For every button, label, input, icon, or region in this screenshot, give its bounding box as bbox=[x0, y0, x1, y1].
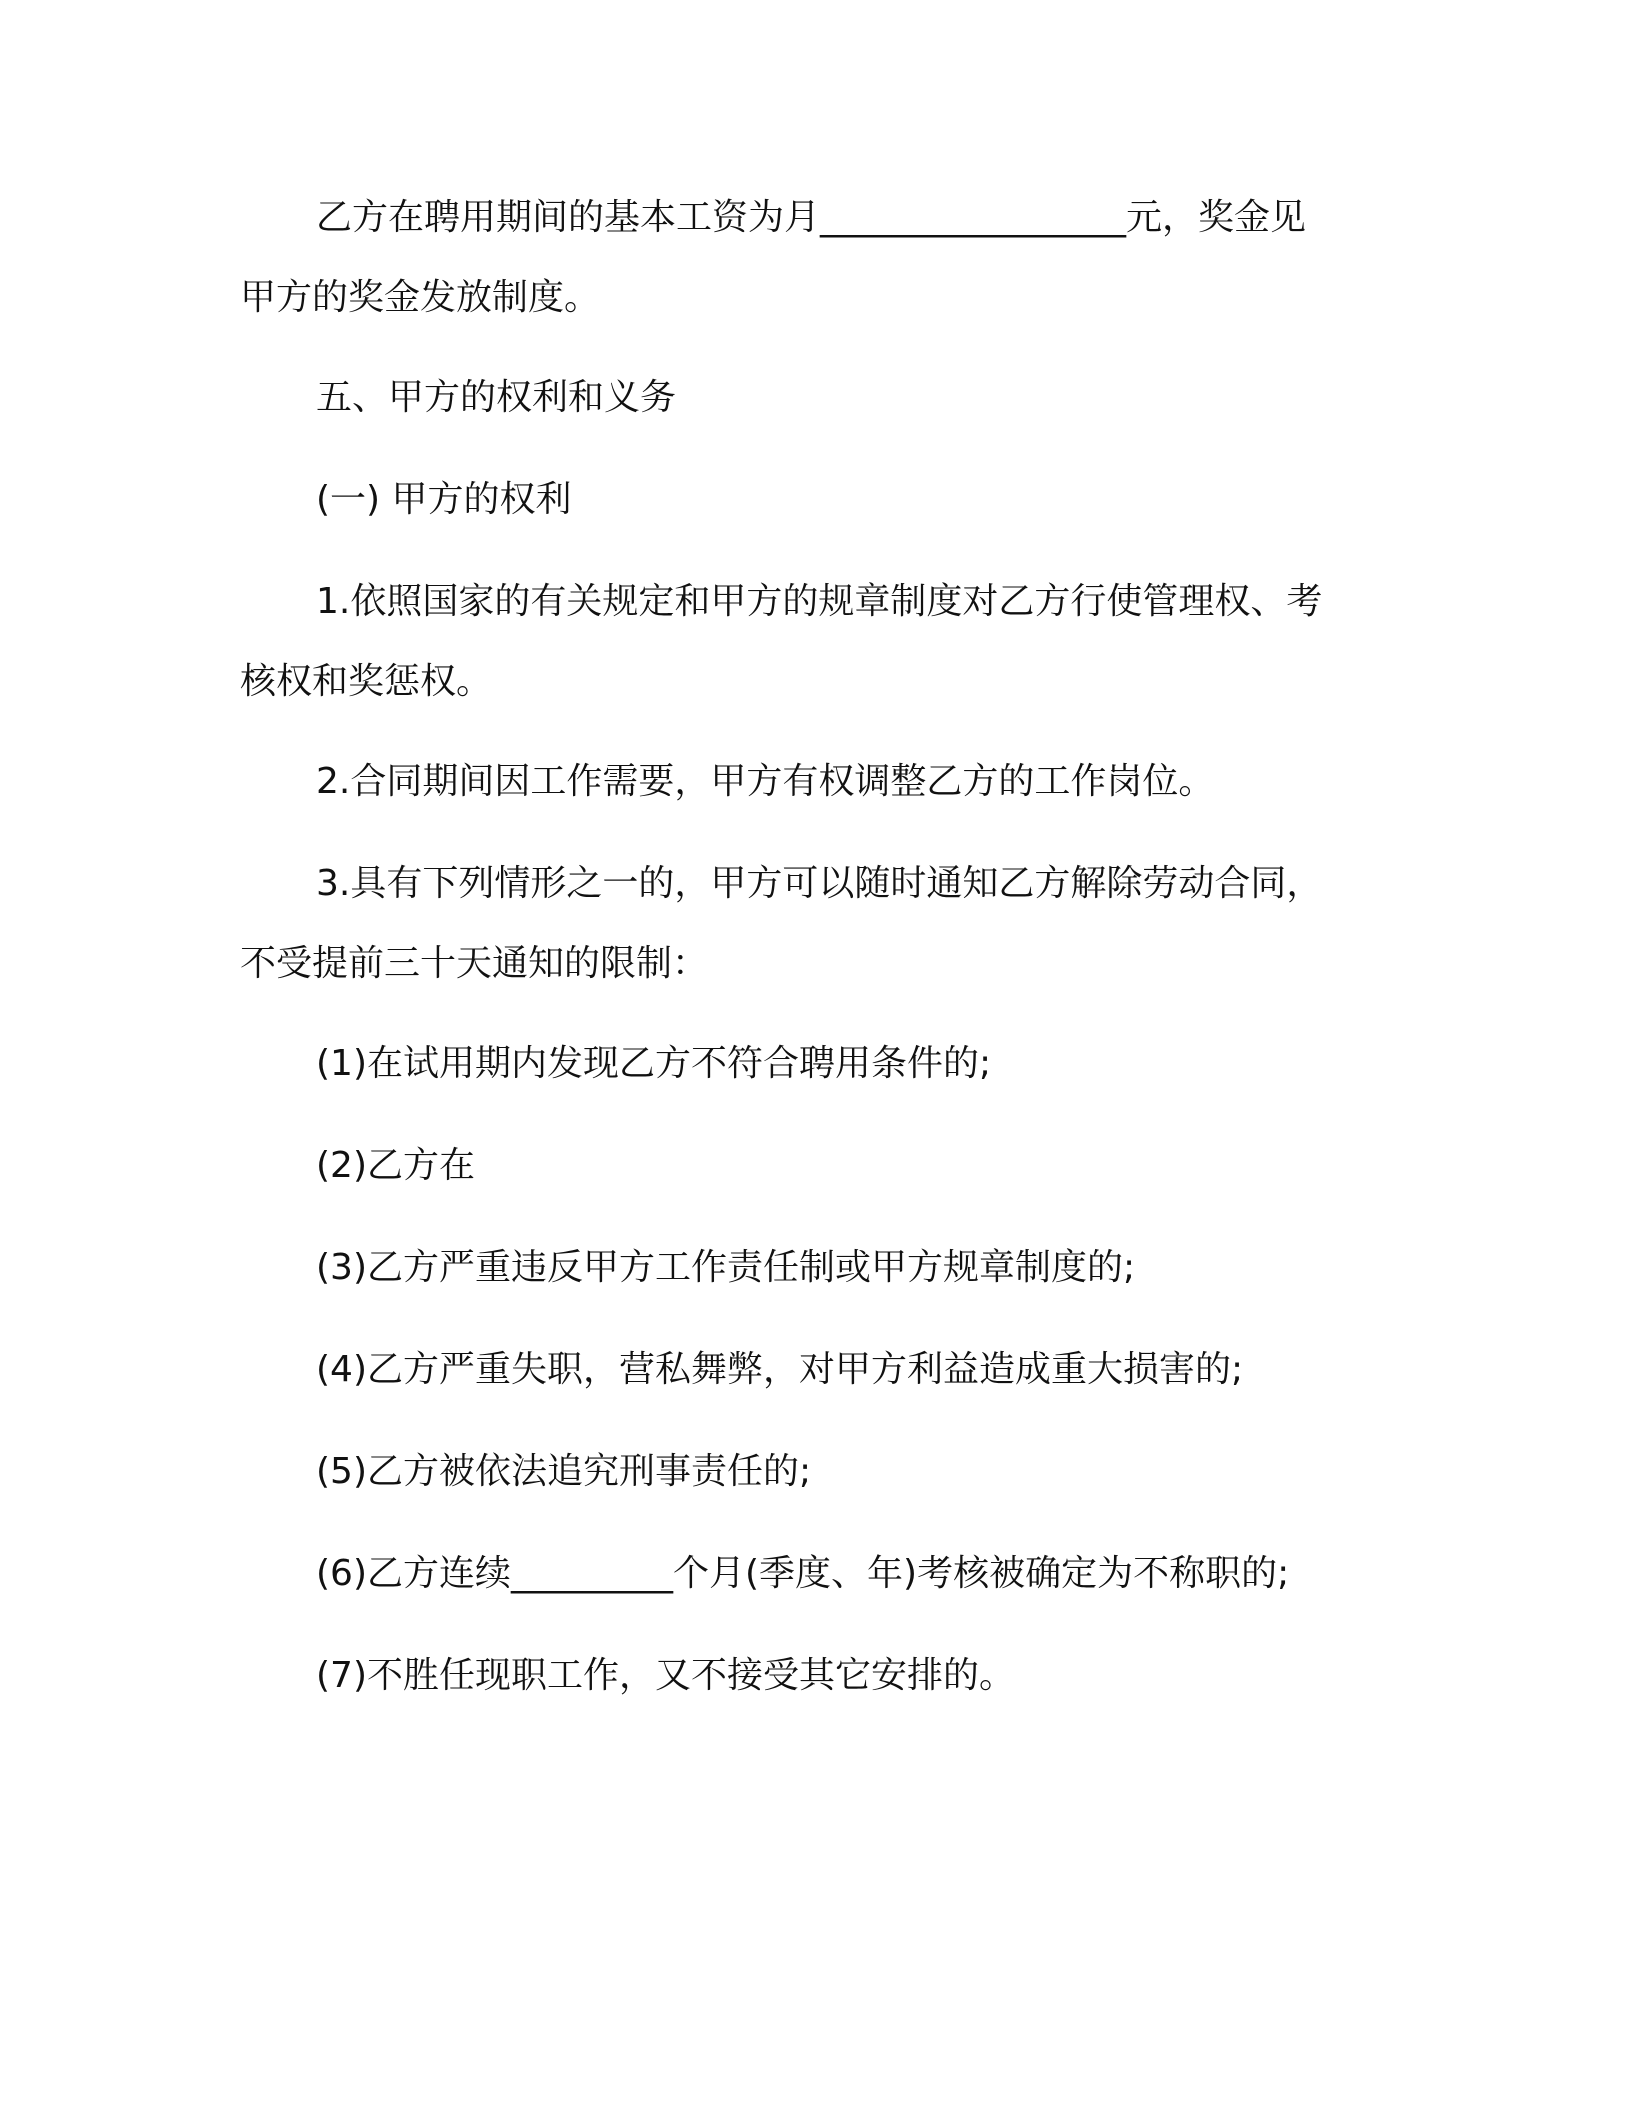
text-line: (2)乙方在 bbox=[316, 1145, 475, 1186]
text-line: 五、甲方的权利和义务 bbox=[316, 377, 677, 418]
text-line: 乙方在聘用期间的基本工资为月_________________元，奖金见 bbox=[316, 197, 1307, 238]
text-line: (6)乙方连续_________个月(季度、年)考核被确定为不称职的; bbox=[316, 1553, 1290, 1594]
list-item-1 bbox=[240, 1024, 1360, 1104]
text-line: 1.依照国家的有关规定和甲方的规章制度对乙方行使管理权、考 bbox=[316, 581, 1323, 622]
text-line: (4)乙方严重失职，营私舞弊，对甲方利益造成重大损害的; bbox=[316, 1349, 1244, 1390]
text-line: 甲方的奖金发放制度。 bbox=[240, 277, 601, 318]
list-item-5 bbox=[240, 1432, 1360, 1512]
paragraph-item-2 bbox=[240, 742, 1360, 822]
list-item-4 bbox=[240, 1330, 1360, 1410]
text-line: (5)乙方被依法追究刑事责任的; bbox=[316, 1451, 812, 1492]
paragraph-item-1 bbox=[240, 562, 1360, 722]
paragraph-basic-salary bbox=[240, 178, 1360, 338]
list-item-3 bbox=[240, 1228, 1360, 1308]
text-line: 不受提前三十天通知的限制： bbox=[240, 943, 709, 984]
text-line: 2.合同期间因工作需要，甲方有权调整乙方的工作岗位。 bbox=[316, 761, 1215, 802]
text-line: (1)在试用期内发现乙方不符合聘用条件的; bbox=[316, 1043, 992, 1084]
list-item-7 bbox=[240, 1636, 1360, 1716]
list-item-2 bbox=[240, 1126, 1360, 1206]
text-line: 3.具有下列情形之一的，甲方可以随时通知乙方解除劳动合同， bbox=[316, 863, 1323, 904]
paragraph-item-3 bbox=[240, 844, 1360, 1004]
subsection-heading-party-a-rights bbox=[240, 460, 1360, 540]
text-line: (7)不胜任现职工作，又不接受其它安排的。 bbox=[316, 1655, 1015, 1696]
list-item-6 bbox=[240, 1534, 1360, 1614]
text-line: (3)乙方严重违反甲方工作责任制或甲方规章制度的; bbox=[316, 1247, 1136, 1288]
section-heading-party-a-rights-obligations bbox=[240, 358, 1360, 438]
text-line: 核权和奖惩权。 bbox=[240, 661, 493, 702]
text-line: (一) 甲方的权利 bbox=[316, 479, 572, 520]
